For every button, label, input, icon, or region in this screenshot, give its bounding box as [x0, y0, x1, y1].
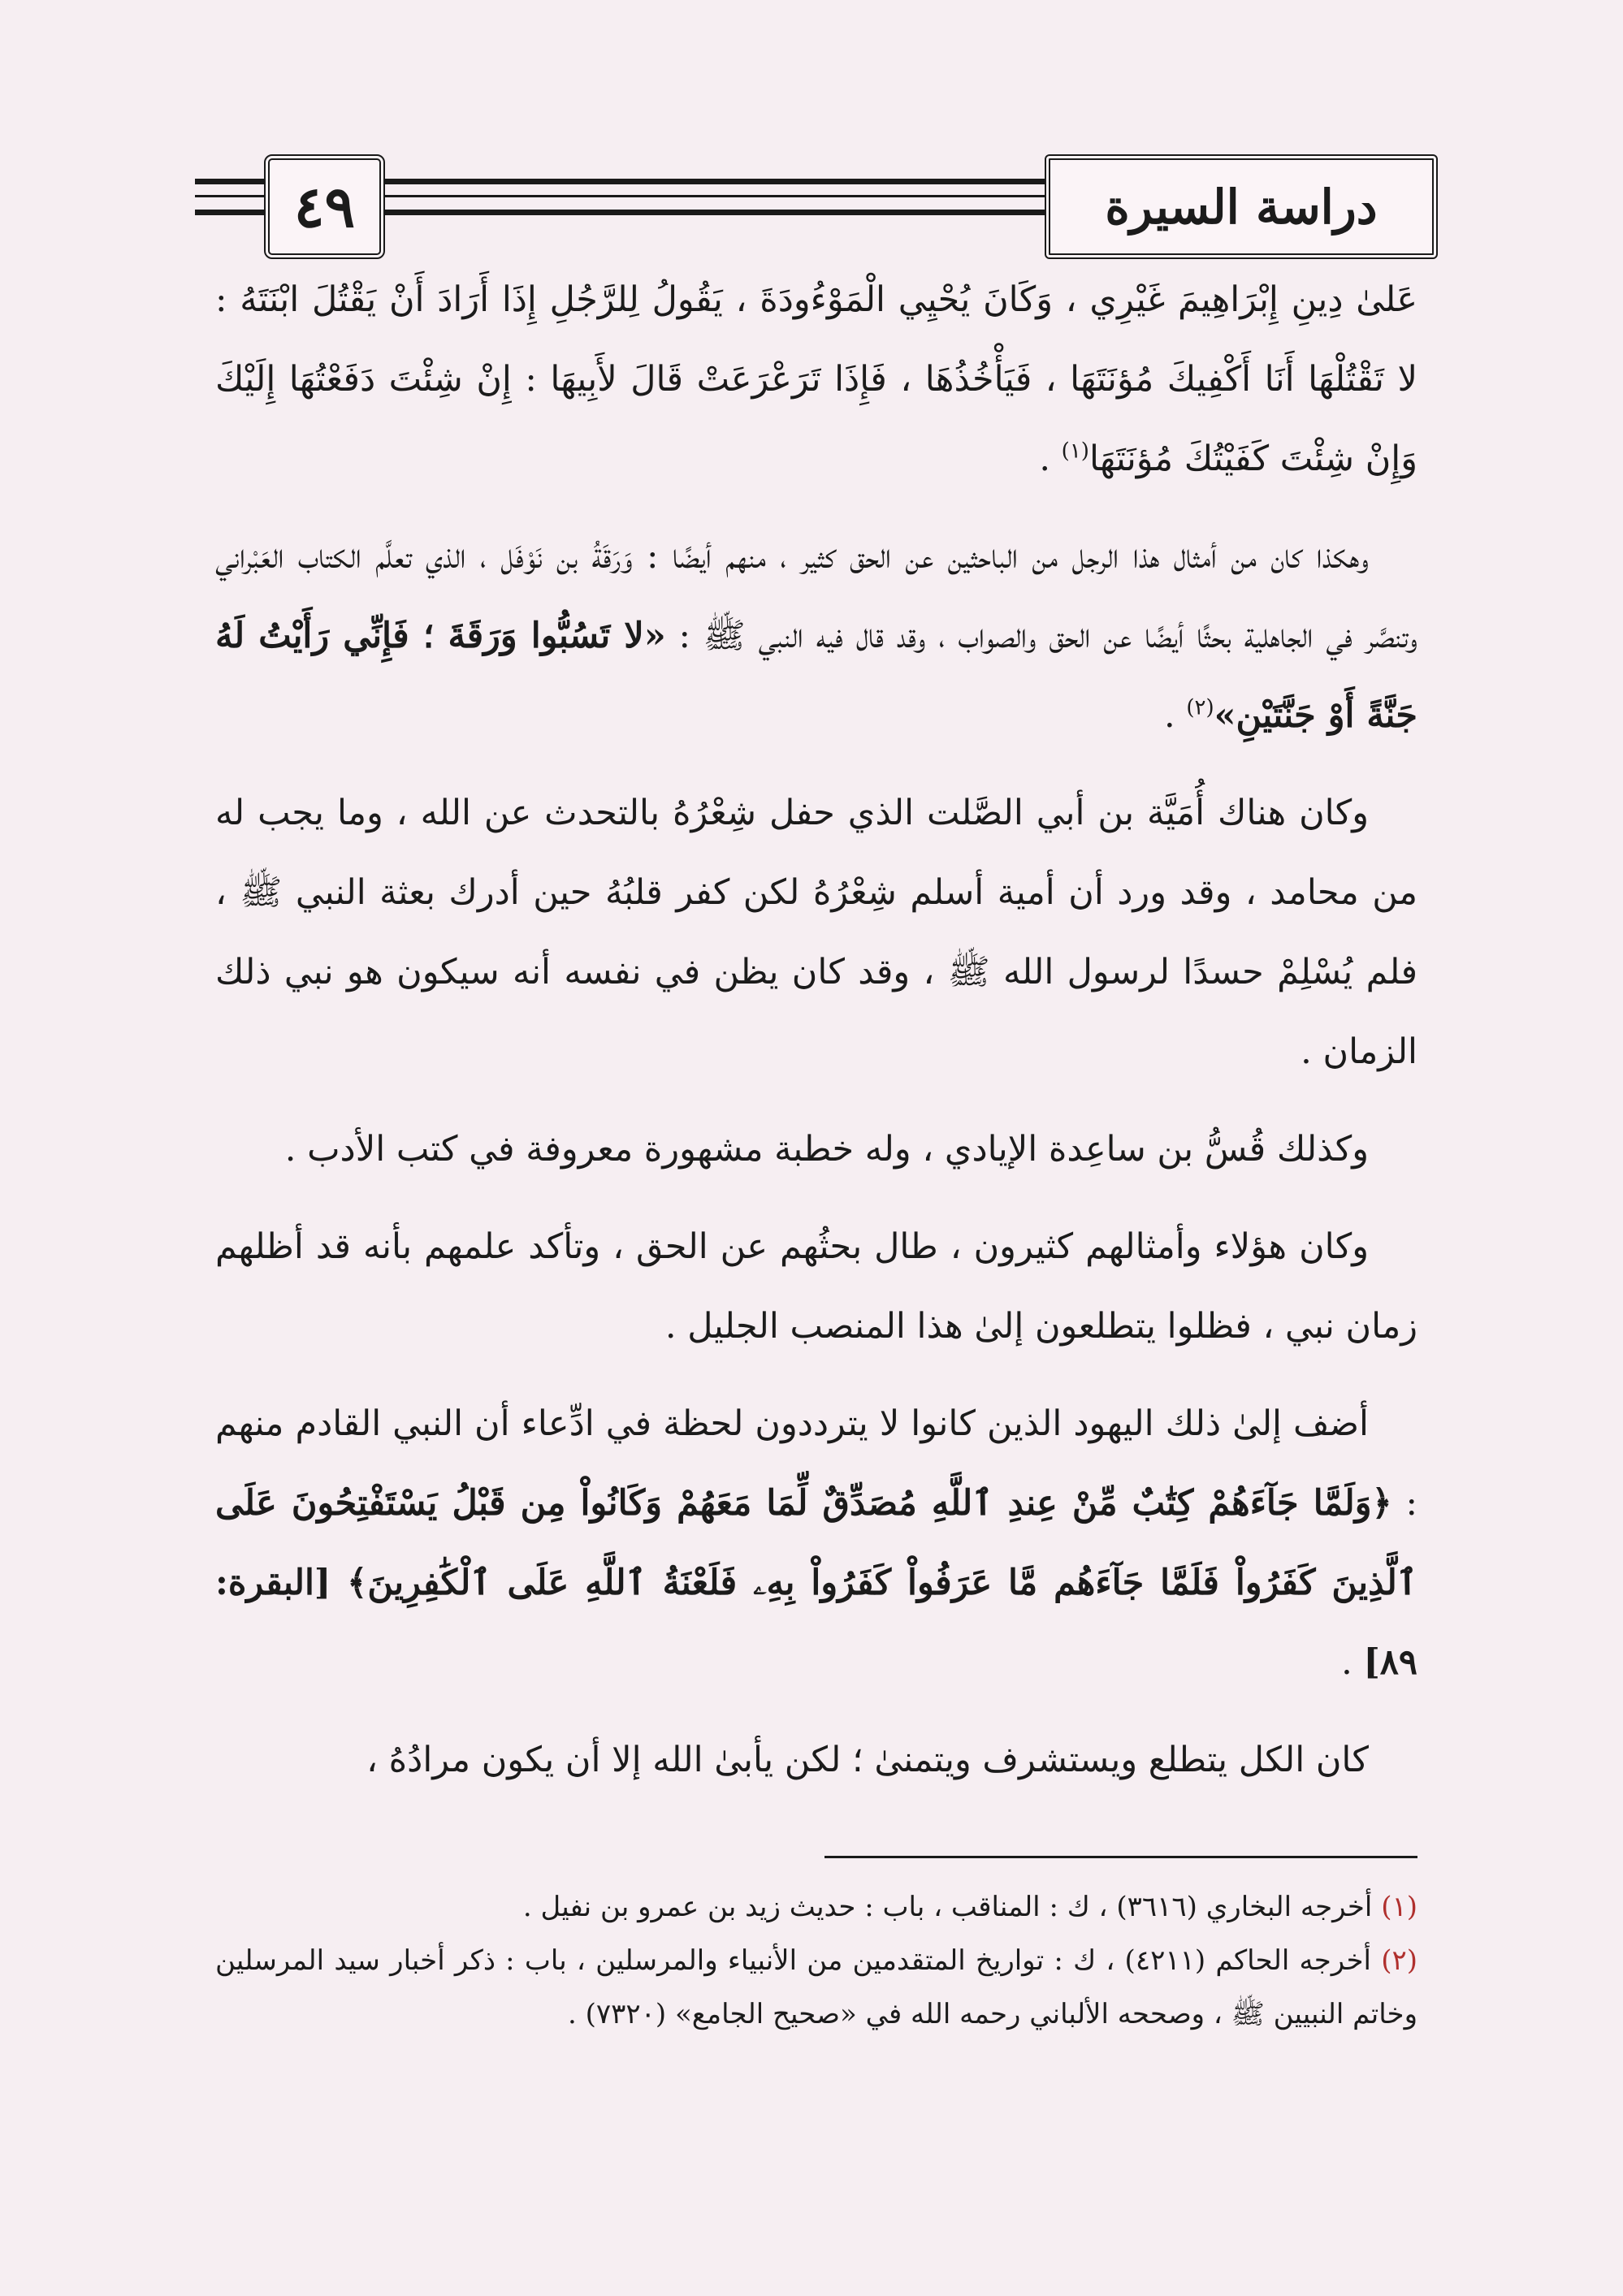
paragraph [215, 1384, 1417, 1702]
paragraph-text: أضف إلىٰ ذلك اليهود الذين كانوا لا يترددون لحظة في ادِّعاء أن النبي القادم منهم : [215, 1403, 1418, 1524]
main-text [215, 260, 1417, 1818]
footnote-text: أخرجه البخاري (٣٦١٦) ، ك : المناقب ، باب : حديث زيد بن عمرو بن نفيل . [522, 1891, 1373, 1923]
paragraph-text: كان الكل يتطلع ويستشرف ويتمنىٰ ؛ لكن يأبىٰ الله إلا أن يكون مرادُهُ ، [366, 1740, 1369, 1780]
paragraph-text: وهكذا كان من أمثال هذا الرجل من الباحثين عن الحق كثير ، منهم أيضًا : وَرَقَةُ بن نَوْفَل ، الذي تعلَّم الكتاب العَبْراني وتنصَّر في الجاهلية بحثًا أيضًا عن الحق والصواب ، وقد قال فيه النبي ﷺ : [215, 536, 1418, 656]
hadith-quote: «لا تَسُبُّوا وَرَقَةَ ؛ فَإِنِّي رَأَيْتُ لَهُ جَنَّةً أَوْ جَنَّتَيْنِ» [215, 616, 1417, 736]
paragraph [215, 773, 1417, 1092]
footnote [215, 1880, 1417, 1934]
page-number: ٤٩ [264, 154, 385, 259]
footnotes [215, 1880, 1417, 2041]
paragraph [215, 260, 1417, 499]
paragraph [215, 1109, 1417, 1189]
paragraph-text: وكان هناك أُمَيَّة بن أبي الصَّلت الذي حفل شِعْرُهُ بالتحدث عن الله ، وما يجب له من محامد ، وقد ورد أن أمية أسلم شِعْرُهُ لكن كفر قلبُهُ حين أدرك بعثة النبي ﷺ ، فلم يُسْلِمْ حسدًا لرسول الله ﷺ ، وقد كان يظن في نفسه أنه سيكون هو نبي ذلك الزمان . [215, 793, 1417, 1072]
paragraph-text: عَلىٰ دِينِ إِبْرَاهِيمَ غَيْرِي ، وَكَانَ يُحْيِي الْمَوْءُودَةَ ، يَقُولُ لِلرَّجُلِ إِذَا أَرَادَ أَنْ يَقْتُلَ ابْنَتَهُ : لا تَقْتُلْهَا أَنَا أَكْفِيكَ مُؤنَتَهَا ، فَيَأْخُذُهَا ، فَإِذَا تَرَعْرَعَتْ قَالَ لأَبِيهَا : إِنْ شِئْتَ دَفَعْتُهَا إِلَيْكَ وَإِنْ شِئْتَ كَفَيْتُكَ مُؤنَتَهَا [215, 279, 1417, 479]
paragraph [215, 1207, 1417, 1366]
footnote [215, 1934, 1417, 2041]
paragraph [215, 517, 1417, 755]
paragraph-text: وكان هؤلاء وأمثالهم كثيرون ، طال بحثُهم عن الحق ، وتأكد علمهم بأنه قد أظلهم زمان نبي ، فظلوا يتطلعون إلىٰ هذا المنصب الجليل . [215, 1226, 1417, 1347]
footnote-ref[interactable]: (١) [1061, 439, 1089, 464]
page-header [195, 146, 1438, 260]
paragraph-end: . [1341, 1642, 1364, 1683]
paragraph-end: . [1039, 439, 1062, 479]
footnote-ref[interactable]: (٢) [1186, 695, 1214, 720]
quran-verse: ﴿وَلَمَّا جَآءَهُمْ كِتَٰبٌ مِّنْ عِندِ ٱللَّهِ مُصَدِّقٌ لِّمَا مَعَهُمْ وَكَانُواْ مِن قَبْلُ يَسْتَفْتِحُونَ عَلَى ٱلَّذِينَ كَفَرُواْ فَلَمَّا جَآءَهُم مَّا عَرَفُواْ كَفَرُواْ بِهِۦ فَلَعْنَةُ ٱللَّهِ عَلَى ٱلْكَٰفِرِينَ﴾ [البقرة: ٨٩] [215, 1483, 1417, 1683]
paragraph-end: . [1163, 695, 1187, 736]
footnote-separator [824, 1856, 1417, 1858]
footnote-text: أخرجه الحاكم (٤٢١١) ، ك : تواريخ المتقدمين من الأنبياء والمرسلين ، باب : ذكر أخبار سيد المرسلين وخاتم النبيين ﷺ ، وصححه الألباني رحمه الله في «صحيح الجامع» (٧٣٢٠) . [215, 1944, 1417, 2030]
book-title: دراسة السيرة [1045, 154, 1438, 259]
paragraph [215, 1720, 1417, 1800]
footnote-number: (٢) [1381, 1944, 1418, 1977]
footnote-number: (١) [1381, 1891, 1417, 1923]
paragraph-text: وكذلك قُسُّ بن ساعِدة الإيادي ، وله خطبة مشهورة معروفة في كتب الأدب . [284, 1129, 1369, 1170]
